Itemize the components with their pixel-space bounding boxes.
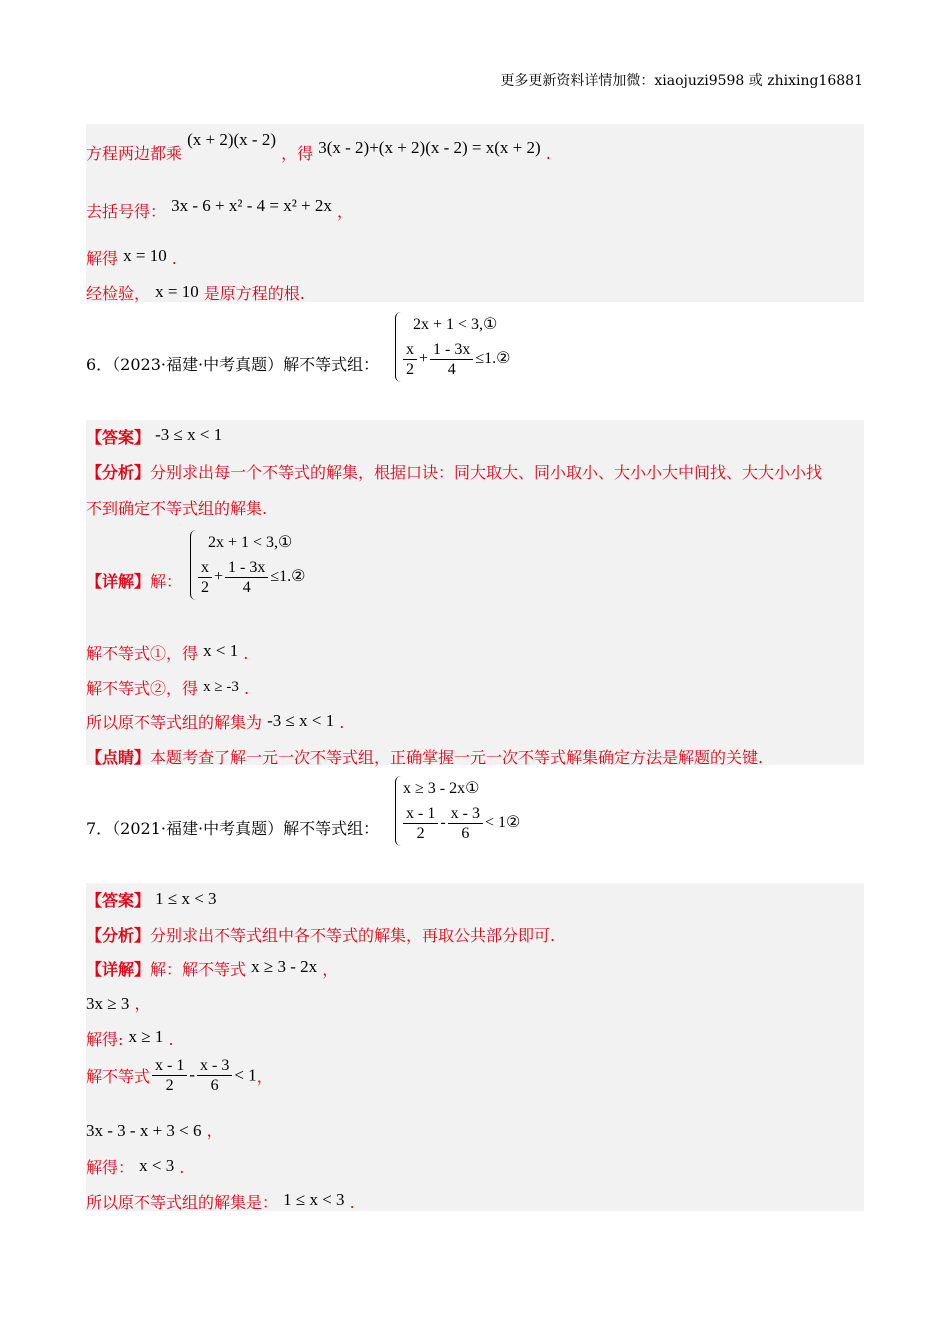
a6-answer-line <box>86 425 222 448</box>
a7-s3-tail: < 1 <box>234 1065 257 1085</box>
block1-line4 <box>86 281 305 304</box>
a6-step1-text: 解不等式①，得 <box>86 644 199 663</box>
a7-s5 <box>86 1155 184 1178</box>
a6-step1-math: x < 1 <box>203 641 239 660</box>
block1-line3 <box>86 246 177 269</box>
block1-line4-end: 是原方程的根. <box>203 284 305 303</box>
q7-frac1: $\frac{x - 1}{2}$ <box>403 804 438 843</box>
a6-comment <box>86 745 763 768</box>
a7-s2-math: x ≥ 1 <box>128 1027 164 1046</box>
a7-s6-math: 1 ≤ x < 3 <box>283 1190 345 1209</box>
a6-comment-text: 本题考查了解一元一次不等式组，正确掌握一元一次不等式解集确定方法是解题的关键. <box>150 748 764 767</box>
block1-line3-math: x = 10 <box>123 246 167 265</box>
q6-frac1: $\frac{x}{2}$ <box>403 340 417 379</box>
block1-line1 <box>86 130 551 164</box>
a6-analysis-text1: 分别求出每一个不等式的解集，根据口诀：同大取大、同小取小、大小小大中间找、大大小小找 <box>150 463 823 482</box>
a6-frac1: $\frac{x}{2}$ <box>198 558 212 597</box>
a7-detail-end: ， <box>322 960 339 979</box>
a7-analysis-text: 分别求出不等式组中各不等式的解集，再取公共部分即可. <box>150 926 556 945</box>
a7-answer-math: 1 ≤ x < 3 <box>155 889 217 908</box>
q7-frac2: $\frac{x - 3}{6}$ <box>448 804 483 843</box>
a6-eq2: $\frac{x}{2}$ + $\frac{1 - 3x}{4}$ ≤1.② <box>196 558 305 597</box>
question-6-eq2: $\frac{x}{2}$ + $\frac{1 - 3x}{4}$ ≤1.② <box>401 340 510 379</box>
question-7-label: 7．（2021·福建·中考真题）解不等式组： <box>86 819 380 838</box>
a7-s6 <box>86 1190 355 1213</box>
a7-s3-text: 解不等式 <box>86 1067 151 1086</box>
block1-line1-text: 方程两边都乘 <box>86 144 183 163</box>
a7-s2-end: . <box>168 1030 174 1049</box>
a6-analysis-line1 <box>86 460 822 483</box>
block1-line3-text: 解得 <box>86 249 119 268</box>
a7-s5-end: . <box>179 1158 185 1177</box>
block1-line2-end: ， <box>336 202 353 221</box>
a7-detail-text: 解：解不等式 <box>150 960 247 979</box>
block1-line1-mid: ，得 <box>281 144 314 163</box>
a7-analysis-tag: 【分析】 <box>86 926 151 945</box>
a6-step2-math: x ≥ -3 <box>203 679 239 695</box>
a7-detail-tag: 【详解】 <box>86 960 151 979</box>
page-header: 更多更新资料详情加微：xiaojuzi9598 或 zhixing16881 <box>500 73 863 89</box>
block1-line4-text: 经检验， <box>86 284 151 303</box>
a7-detail-math: x ≥ 3 - 2x <box>251 957 318 976</box>
a7-s2-text: 解得: <box>86 1030 124 1049</box>
block1-line4-math: x = 10 <box>155 282 199 301</box>
a6-frac2: $\frac{1 - 3x}{4}$ <box>225 558 268 597</box>
a6-step2 <box>86 676 249 699</box>
a6-step3 <box>86 710 344 733</box>
a6-comment-tag: 【点睛】 <box>86 748 151 767</box>
block1-line2-math: 3x - 6 + x² - 4 = x² + 2x <box>171 196 332 215</box>
a7-s4-end: ， <box>206 1121 223 1140</box>
a7-s3-end: ， <box>256 1067 273 1086</box>
a7-s5-math: x < 3 <box>139 1156 175 1175</box>
a7-s1-math: 3x ≥ 3 <box>86 994 130 1013</box>
a6-detail-line <box>86 569 182 592</box>
a6-step3-end: . <box>339 713 345 732</box>
question-6-eq1: 2x + 1 < 3,① <box>413 316 498 333</box>
a6-answer-math: -3 ≤ x < 1 <box>155 425 223 444</box>
a6-detail-text: 解： <box>150 572 183 591</box>
a7-s2 <box>86 1027 174 1050</box>
question-7-system <box>395 776 535 846</box>
a7-s4-math: 3x - 3 - x + 3 < 6 <box>86 1121 202 1140</box>
a6-analysis-tag: 【分析】 <box>86 463 151 482</box>
question-6-label: 6．（2023·福建·中考真题）解不等式组： <box>86 355 380 374</box>
a7-s3-frac2: $\frac{x - 3}{6}$ <box>197 1056 232 1095</box>
a7-s4 <box>86 1118 223 1141</box>
q6-frac2: $\frac{1 - 3x}{4}$ <box>430 340 473 379</box>
block1-line2 <box>86 196 353 222</box>
question-7-eq1: x ≥ 3 - 2x① <box>403 780 480 797</box>
a6-step1-end: . <box>243 644 249 663</box>
a7-s1-end: ， <box>134 994 151 1013</box>
a6-step2-text: 解不等式②，得 <box>86 679 199 698</box>
a6-step2-end: . <box>243 679 250 698</box>
a6-detail-tag: 【详解】 <box>86 572 151 591</box>
a6-eq1: 2x + 1 < 3,① <box>208 534 293 551</box>
block1-line2-text: 去括号得： <box>86 202 167 221</box>
a7-s6-end: . <box>349 1193 355 1212</box>
a7-detail-line <box>86 957 338 980</box>
a6-step3-math: -3 ≤ x < 1 <box>267 711 335 730</box>
block1-line1-math-a: (x + 2)(x - 2) <box>187 130 277 149</box>
question-6-system <box>395 312 525 382</box>
block1-line1-math-b: 3(x - 2)+(x + 2)(x - 2) = x(x + 2) <box>318 138 541 157</box>
a7-analysis-line <box>86 923 555 946</box>
a7-s1 <box>86 991 150 1014</box>
a7-s3-frac1: $\frac{x - 1}{2}$ <box>152 1056 187 1095</box>
a7-s6-text: 所以原不等式组的解集是： <box>86 1193 279 1212</box>
a7-s3: 解不等式 $\frac{x - 1}{2}$ - $\frac{x - 3}{6}$ < 1， <box>86 1057 273 1094</box>
a7-s5-text: 解得： <box>86 1158 135 1177</box>
block1-line3-end: . <box>171 249 177 268</box>
a6-step1 <box>86 641 248 664</box>
a7-answer-tag: 【答案】 <box>86 891 151 910</box>
a6-step3-text: 所以原不等式组的解集为 <box>86 713 263 732</box>
question-7-eq2: $\frac{x - 1}{2}$ - $\frac{x - 3}{6}$ < 1② <box>401 804 520 843</box>
a6-system <box>190 530 320 600</box>
block1-line1-end: . <box>545 144 551 163</box>
a6-analysis-line2: 不到确定不等式组的解集. <box>86 499 268 518</box>
a7-answer-line <box>86 888 217 911</box>
a6-answer-tag: 【答案】 <box>86 428 151 447</box>
